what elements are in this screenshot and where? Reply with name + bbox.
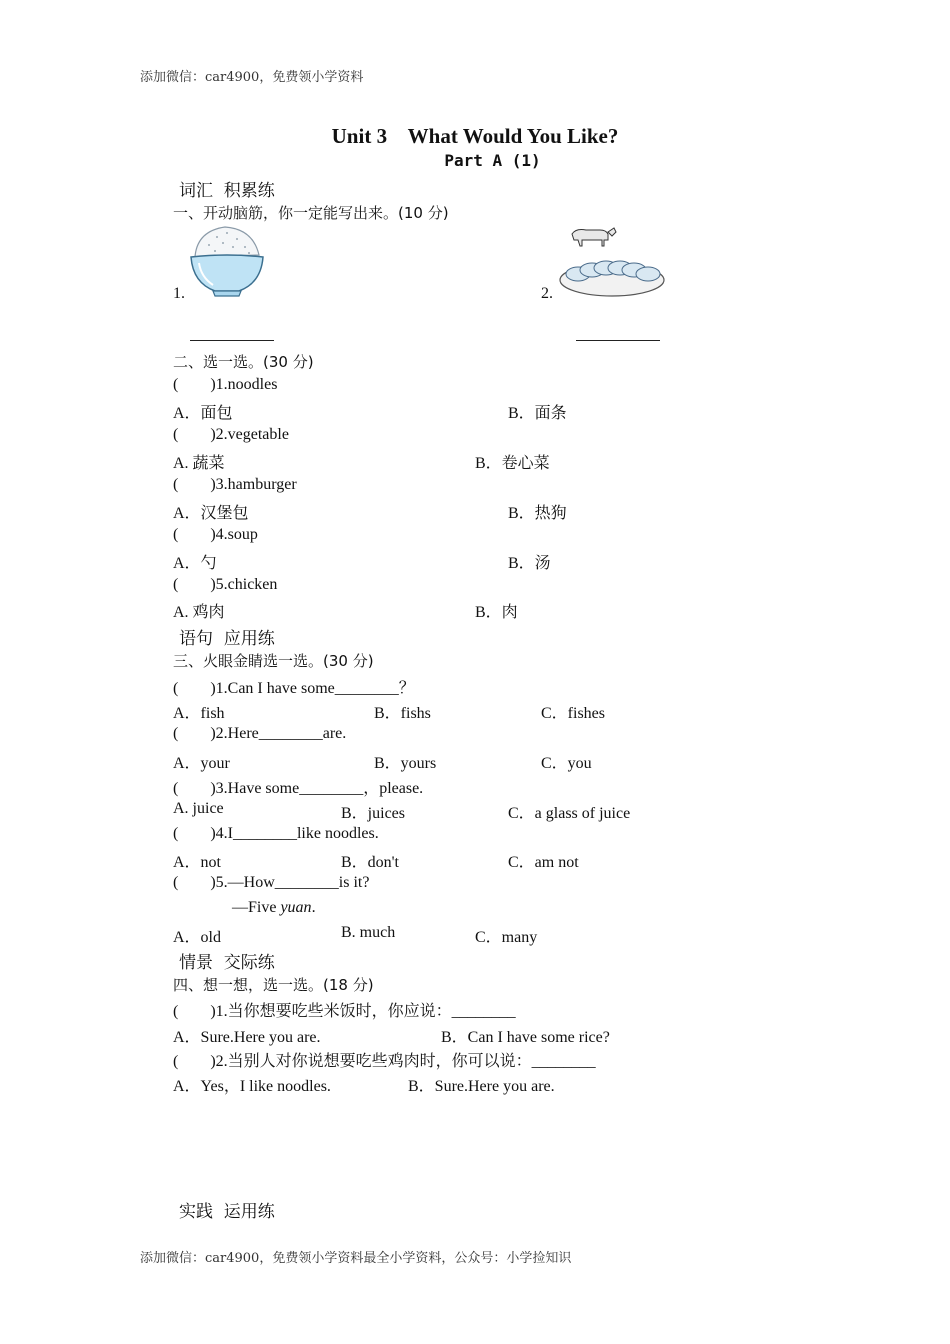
part2-q2-option-b: B．卷心菜 <box>475 455 550 472</box>
part3-q2: ( )2.Here________are. <box>173 725 347 742</box>
part2-q5-option-a: A. 鸡肉 <box>173 604 225 621</box>
part3-q2-option-c: C．you <box>541 755 592 772</box>
part1-item2-number: 2. <box>541 285 553 302</box>
part3-q4: ( )4.I________like noodles. <box>173 825 379 842</box>
part3-q1-option-b: B．fishs <box>374 705 431 722</box>
part2-q2-option-a: A. 蔬菜 <box>173 455 225 472</box>
part4-q2-option-a: A．Yes，I like noodles. <box>173 1078 331 1095</box>
part3-q2-option-b: B．yours <box>374 755 437 772</box>
part4-q1: ( )1.当你想要吃些米饭时，你应说：________ <box>173 1003 516 1020</box>
part4-q1-option-a: A．Sure.Here you are. <box>173 1029 321 1046</box>
part1-answer-line-1[interactable] <box>190 340 274 341</box>
part4-q2-option-b: B．Sure.Here you are. <box>408 1078 555 1095</box>
part1-heading: 一、开动脑筋，你一定能写出来。(10 分) <box>173 204 449 222</box>
section-sentence: 语句 应用练 <box>179 629 275 649</box>
part3-q4-option-b: B．don't <box>341 854 400 871</box>
part3-q2-option-a: A．your <box>173 755 230 772</box>
part2-q4-option-b: B．汤 <box>508 555 551 572</box>
rice-bowl-picture <box>187 223 267 299</box>
part3-q5-answer <box>232 899 316 917</box>
part2-q1: ( )1.noodles <box>173 376 278 393</box>
part3-q3-option-b: B．juices <box>341 805 405 822</box>
part3-q1: ( )1.Can I have some________？ <box>173 680 415 697</box>
part2-q3-option-a: A．汉堡包 <box>173 505 249 522</box>
part2-q3: ( )3.hamburger <box>173 476 297 493</box>
part2-q3-option-b: B．热狗 <box>508 505 567 522</box>
part3-q1-option-a: A．fish <box>173 705 225 722</box>
part3-heading: 三、火眼金睛选一选。(30 分) <box>173 652 374 670</box>
part1-answer-line-2[interactable] <box>576 340 660 341</box>
part3-q1-option-c: C．fishes <box>541 705 606 722</box>
part4-q1-option-b: B．Can I have some rice? <box>441 1029 610 1046</box>
part3-q3: ( )3.Have some________，please. <box>173 780 424 797</box>
part2-q4-option-a: A．勺 <box>173 555 217 572</box>
section-vocab: 词汇 积累练 <box>179 181 275 201</box>
part1-item1-number: 1. <box>173 285 185 302</box>
part3-q5-answer-suffix: . <box>311 899 316 916</box>
part2-q2: ( )2.vegetable <box>173 426 289 443</box>
part2-q5-option-b: B．肉 <box>475 604 518 621</box>
page-subtitle: Part A (1) <box>444 151 541 170</box>
part3-q5-option-b: B. much <box>341 924 396 941</box>
part3-q5: ( )5.—How________is it? <box>173 874 370 891</box>
part2-q5: ( )5.chicken <box>173 576 278 593</box>
part2-q1-option-b: B．面条 <box>508 405 567 422</box>
part3-q5-answer-yuan: yuan <box>280 899 312 916</box>
part4-heading: 四、想一想，选一选。(18 分) <box>173 976 374 994</box>
beef-rolls-picture <box>556 224 668 302</box>
part3-q4-option-c: C．am not <box>508 854 579 871</box>
header-note: 添加微信：car4900，免费领小学资料 <box>140 70 364 85</box>
part4-q2: ( )2.当别人对你说想要吃些鸡肉时，你可以说：________ <box>173 1053 596 1070</box>
part3-q4-option-a: A．not <box>173 854 222 871</box>
page-title: Unit 3 What Would You Like? <box>331 124 619 148</box>
section-practice: 实践 运用练 <box>179 1202 275 1222</box>
part3-q5-answer-prefix: —Five <box>232 899 281 916</box>
footer-note: 添加微信：car4900，免费领小学资料最全小学资料，公众号：小学捡知识 <box>140 1251 572 1266</box>
part2-q4: ( )4.soup <box>173 526 258 543</box>
section-situation: 情景 交际练 <box>179 953 275 973</box>
part3-q3-option-a: A. juice <box>173 800 224 817</box>
part2-q1-option-a: A．面包 <box>173 405 233 422</box>
part3-q3-option-c: C．a glass of juice <box>508 805 631 822</box>
part3-q5-option-a: A．old <box>173 929 222 946</box>
part2-heading: 二、选一选。(30 分) <box>173 353 314 371</box>
part3-q5-option-c: C．many <box>475 929 538 946</box>
